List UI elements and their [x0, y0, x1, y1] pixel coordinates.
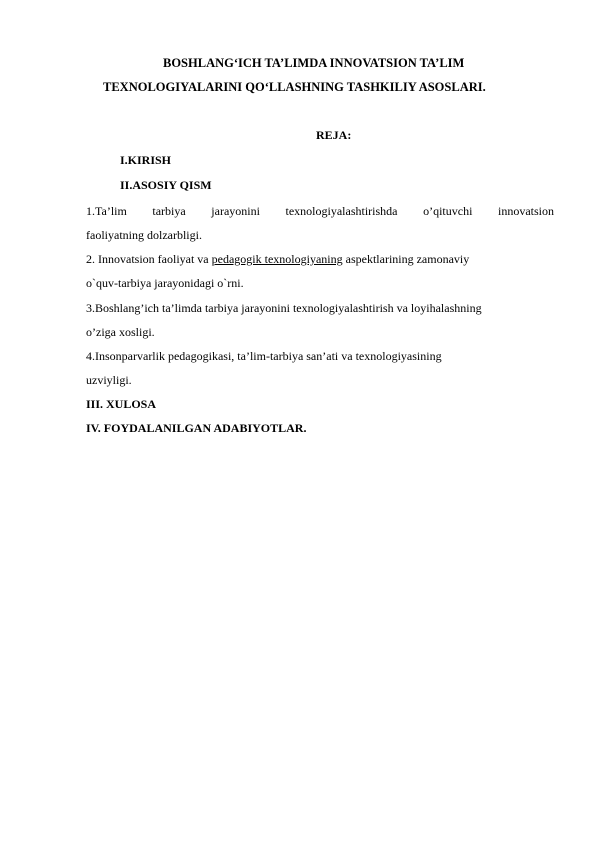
- plan-item-1-line-2: faoliyatning dolzarbligi.: [86, 228, 202, 242]
- plan-item-2-prefix: 2. Innovatsion faoliyat va: [86, 252, 212, 266]
- plan-heading: REJA:: [316, 128, 352, 142]
- plan-item-2-suffix: aspektlarining zamonaviy: [342, 252, 470, 266]
- plan-section-intro: I.KIRISH: [120, 153, 172, 167]
- plan-item-4-line-1: 4.Insonparvarlik pedagogikasi, ta’lim-tarbiya san’ati va texnologiyasining: [86, 349, 442, 363]
- pedagogik-texnologiya-link[interactable]: pedagogik texnologiyaning: [211, 252, 343, 266]
- plan-item-3-line-2: o’ziga xosligi.: [86, 325, 155, 339]
- document-title-line-1: BOSHLANG‘ICH TA’LIMDA INNOVATSION TA’LIM: [163, 56, 465, 70]
- plan-item-3-line-1: 3.Boshlang’ich ta’limda tarbiya jarayonini texnologiyalashtirish va loyihalashning: [86, 301, 482, 315]
- document-title-line-2: TEXNOLOGIYALARINI QO‘LLASHNING TASHKILIY ASOSLARI.: [103, 80, 486, 94]
- plan-item-1-line-1: 1.Ta’lim tarbiya jarayonini texnologiyalashtirishda o’qituvchi innovatsion: [86, 204, 554, 218]
- plan-item-4-line-2: uzviyligi.: [86, 373, 132, 387]
- plan-item-2-line-2: o`quv-tarbiya jarayonidagi o`rni.: [86, 276, 244, 290]
- plan-section-conclusion: III. XULOSA: [86, 397, 157, 411]
- plan-section-references: IV. FOYDALANILGAN ADABIYOTLAR.: [86, 421, 307, 435]
- plan-section-main: II.ASOSIY QISM: [120, 178, 212, 192]
- plan-item-2-line-1: [86, 252, 469, 266]
